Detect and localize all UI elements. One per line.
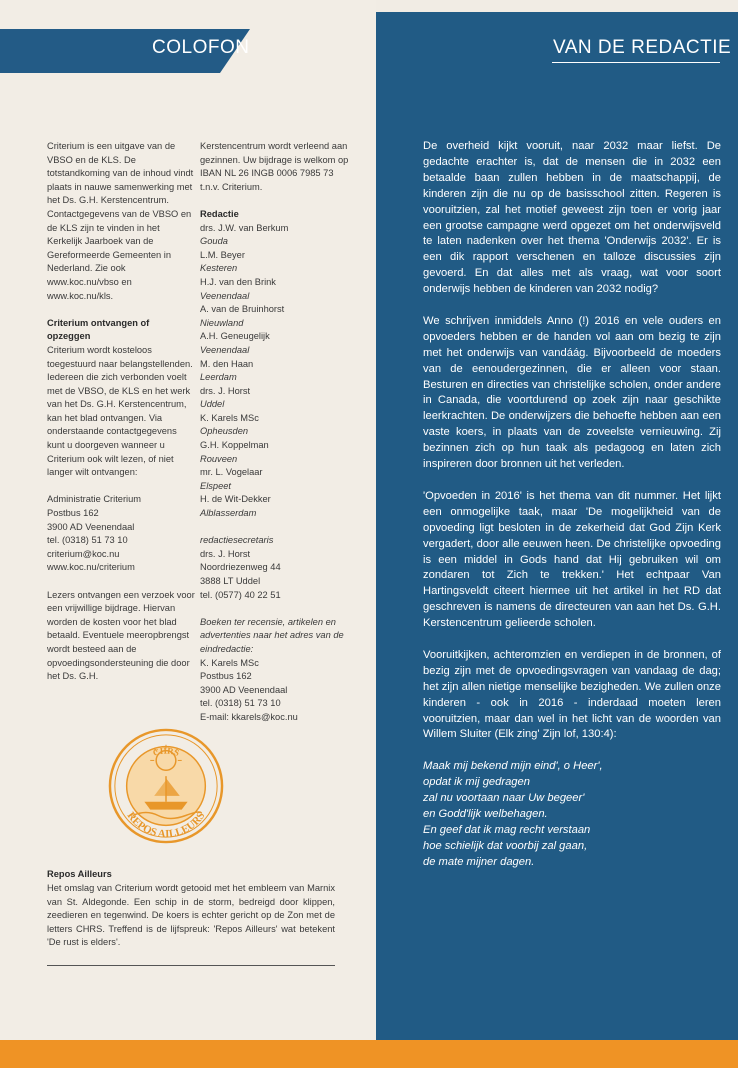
admin-line: tel. (0318) 51 73 10: [47, 535, 128, 546]
redactie-list: [200, 222, 350, 521]
poem-line: Maak mij bekend mijn eind', o Heer',: [423, 760, 603, 773]
redactie-title-underline: [552, 62, 720, 63]
redactie-member-place: Uddel: [200, 399, 225, 410]
redactie-member-name: G.H. Koppelman: [200, 440, 269, 451]
poem-line: en Godd'lijk welbehagen.: [423, 808, 548, 820]
redactie-member-place: Gouda: [200, 236, 228, 247]
redactie-member-name: drs. J.W. van Berkum: [200, 222, 289, 233]
emblem-bottom-text: REPOS AILLEURS: [124, 809, 208, 841]
redactie-member-place: Opheusden: [200, 426, 249, 437]
redactie-member-place: Rouveen: [200, 453, 238, 464]
secretaris-line: drs. J. Horst: [200, 548, 251, 559]
redactie-member-name: drs. J. Horst: [200, 385, 251, 396]
eind-line: 3900 AD Veenendaal: [200, 684, 288, 695]
redactie-member-name: A. van de Bruinhorst: [200, 304, 285, 315]
ontvangen-text: Criterium wordt kosteloos toegestuurd naar belangstellenden. Iedereen die zich verbonden voelt met de VBSO, de KLS en het werk van het Ds. G.H. Kerstencentrum, kan het blad ontvangen. Via onderstaande contactgegevens kunt u doorgeven wanneer u Criterium ook wilt lezen, of niet langer wilt ontvangen:: [47, 344, 193, 478]
boeken-label: Boeken ter recensie, artikelen en advertenties naar het adres van de eindredactie:: [200, 616, 344, 654]
redactie-member-name: K. Karels MSc: [200, 412, 259, 423]
poem-line: de mate mijner dagen.: [423, 855, 535, 868]
ontvangen-heading: Criterium ontvangen of opzeggen: [47, 317, 150, 342]
redactie-member-place: Leerdam: [200, 372, 237, 383]
colofon-intro: Criterium is een uitgave van de VBSO en de KLS. De totstandkoming van de inhoud vindt plaats in nauwe samenwerking met het Ds. G.H. Kerstencentrum. Contactgegevens van de VBSO en de KLS zijn te vinden in het Kerkelijk Jaarboek van de Gereformeerde Gemeenten in Nederland. Zie ook www.koc.nu/vbso en www.koc.nu/kls.: [47, 141, 194, 301]
admin-line: Postbus 162: [47, 508, 99, 519]
article-paragraph-1: De overheid kijkt vooruit, naar 2032 maar liefst. De gedachte erachter is, dat de mensen die in 2032 een betaalde baan zullen hebben in de maatschappij, de kinderen zijn die nu op de basisschool zitten. Regeren is vooruitzien, zal het motief geweest zijn toen er vorig jaar een grootse campagne werd opgezet om het onderwijsveld te laten nadenken over het thema 'Onderwijs 2032'. Er is een dik rapport verschenen en talloze discussies zijn gevoerd. En dat alles met als vraag, wat voor soort onderwijs hebben de kinderen van 2032 nodig?: [423, 140, 721, 296]
secretaris-line: 3888 LT Uddel: [200, 576, 261, 586]
eind-line: K. Karels MSc: [200, 657, 259, 668]
redactie-member-name: L.M. Beyer: [200, 249, 245, 260]
eind-line: tel. (0318) 51 73 10: [200, 698, 281, 709]
bottom-accent-bar: [0, 1040, 738, 1068]
redactie-heading: Redactie: [200, 208, 239, 219]
colofon-title: COLOFON: [152, 37, 250, 58]
redactie-member-name: H. de Wit-Dekker: [200, 494, 271, 505]
admin-line: 3900 AD Veenendaal: [47, 521, 135, 532]
redactie-member-place: Veenendaal: [200, 344, 250, 355]
repos-title: Repos Ailleurs: [47, 869, 112, 879]
article-paragraph-4: Vooruitkijken, achteromzien en verdiepen in de bronnen, of bezig zijn met de opvoedingsvragen van vandaag de dag; het zijn allen nietige menselijke bezigheden. We zullen onze kinderen - ook in 2016 - inderdaad moeten leren vooruitzien, maar dan wel in het licht van de woorden van Willem Sluiter (Elk zing' Zijn lof, 130:4):: [423, 648, 721, 741]
redactie-member-name: H.J. van den Brink: [200, 276, 276, 287]
redactie-member-place: Kesteren: [200, 263, 238, 274]
colofon-column-1: [47, 140, 195, 684]
repos-text: Het omslag van Criterium wordt getooid met het embleem van Marnix van St. Aldegonde. Een schip in de storm, bedreigd door klippen, zeedieren en tegenwind. De koers is echter gericht op de Zon met de letters CHRS. Treffend is de lijfspreuk: 'Repos Ailleurs' wat betekent 'De rust is elders'.: [47, 883, 335, 948]
admin-line: Administratie Criterium: [47, 494, 142, 505]
col2-intro: Kerstencentrum wordt verleend aan gezinnen. Uw bijdrage is welkom op IBAN NL 26 INGB 0006 7985 73 t.n.v. Criterium.: [200, 141, 349, 192]
lezers-text: Lezers ontvangen een verzoek voor een vrijwillige bijdrage. Hiervan worden de kosten voor het blad betaald. Eventuele meeropbrengst wordt besteed aan de opvoedingsondersteuning die door het Ds. G.H.: [47, 589, 195, 682]
admin-website[interactable]: www.koc.nu/criterium: [47, 562, 135, 573]
redactie-member-place: Elspeet: [200, 480, 232, 491]
redactie-member-place: Veenendaal: [200, 290, 250, 301]
emblem-top-text: CHRS: [151, 745, 181, 758]
redactie-member-name: mr. L. Vogelaar: [200, 467, 263, 478]
poem-line: En geef dat ik mag recht verstaan: [423, 823, 591, 836]
secretaris-label: redactiesecretaris: [200, 535, 274, 546]
poem-line: zal nu voortaan naar Uw begeer': [423, 792, 585, 805]
article-paragraph-2: We schrijven inmiddels Anno (!) 2016 en vele ouders en opvoeders hebben er de handen vol aan om bezig te zijn met het onderwijs van vandáág. Bijvoorbeeld de moeders van de eenoudergezinnen, die er alleen voor staan. Besturen en directies van christelijke scholen, onder andere in Canada, die voortdurend op zoek zijn naar geschikte leerkrachten. De onderwijzers die behoefte hebben aan een vaste koers, in plaats van de zoveelste vernieuwing. Zij bezinnen zich op hun taak als pedagoog en laten zich inspireren door bronnen uit het verleden.: [423, 314, 721, 471]
redactie-article: [423, 139, 721, 887]
divider: [47, 965, 335, 966]
poem-line: opdat ik mij gedragen: [423, 776, 530, 789]
colofon-column-2: [200, 140, 350, 725]
eind-email[interactable]: E-mail: kkarels@koc.nu: [200, 711, 298, 722]
redactie-member-name: M. den Haan: [200, 358, 254, 369]
eind-line: Postbus 162: [200, 671, 252, 682]
secretaris-line: Noordriezenweg 44: [200, 562, 281, 573]
redactie-title: VAN DE REDACTIE: [553, 37, 732, 58]
redactie-member-name: A.H. Geneugelijk: [200, 331, 270, 342]
poem-line: hoe schielijk dat voorbij zal gaan,: [423, 839, 588, 852]
redactie-member-place: Nieuwland: [200, 317, 244, 328]
repos-ailleurs-emblem: [107, 727, 225, 845]
secretaris-line: tel. (0577) 40 22 51: [200, 589, 281, 600]
redactie-member-place: Alblasserdam: [200, 508, 257, 519]
article-paragraph-3: 'Opvoeden in 2016' is het thema van dit nummer. Het lijkt een onmogelijke taak, maar 'De mogelijkheid van de opvoeding ligt besloten in de zekerheid dat God Zijn Kerk vergadert, door alle eeuwen heen. De christelijke opvoeding is een middel in Gods hand dat Hij gebruiken wil om zondaren tot Zich te trekken.' Het echtpaar Van Hartingsveldt citeert hiermee uit het artikel in het RD dat geschreven is namens de directeuren van aan het Ds. G.H. Kerstencentrum gelieerde scholen.: [423, 489, 721, 630]
poem: [423, 759, 721, 870]
admin-email[interactable]: criterium@koc.nu: [47, 548, 120, 559]
